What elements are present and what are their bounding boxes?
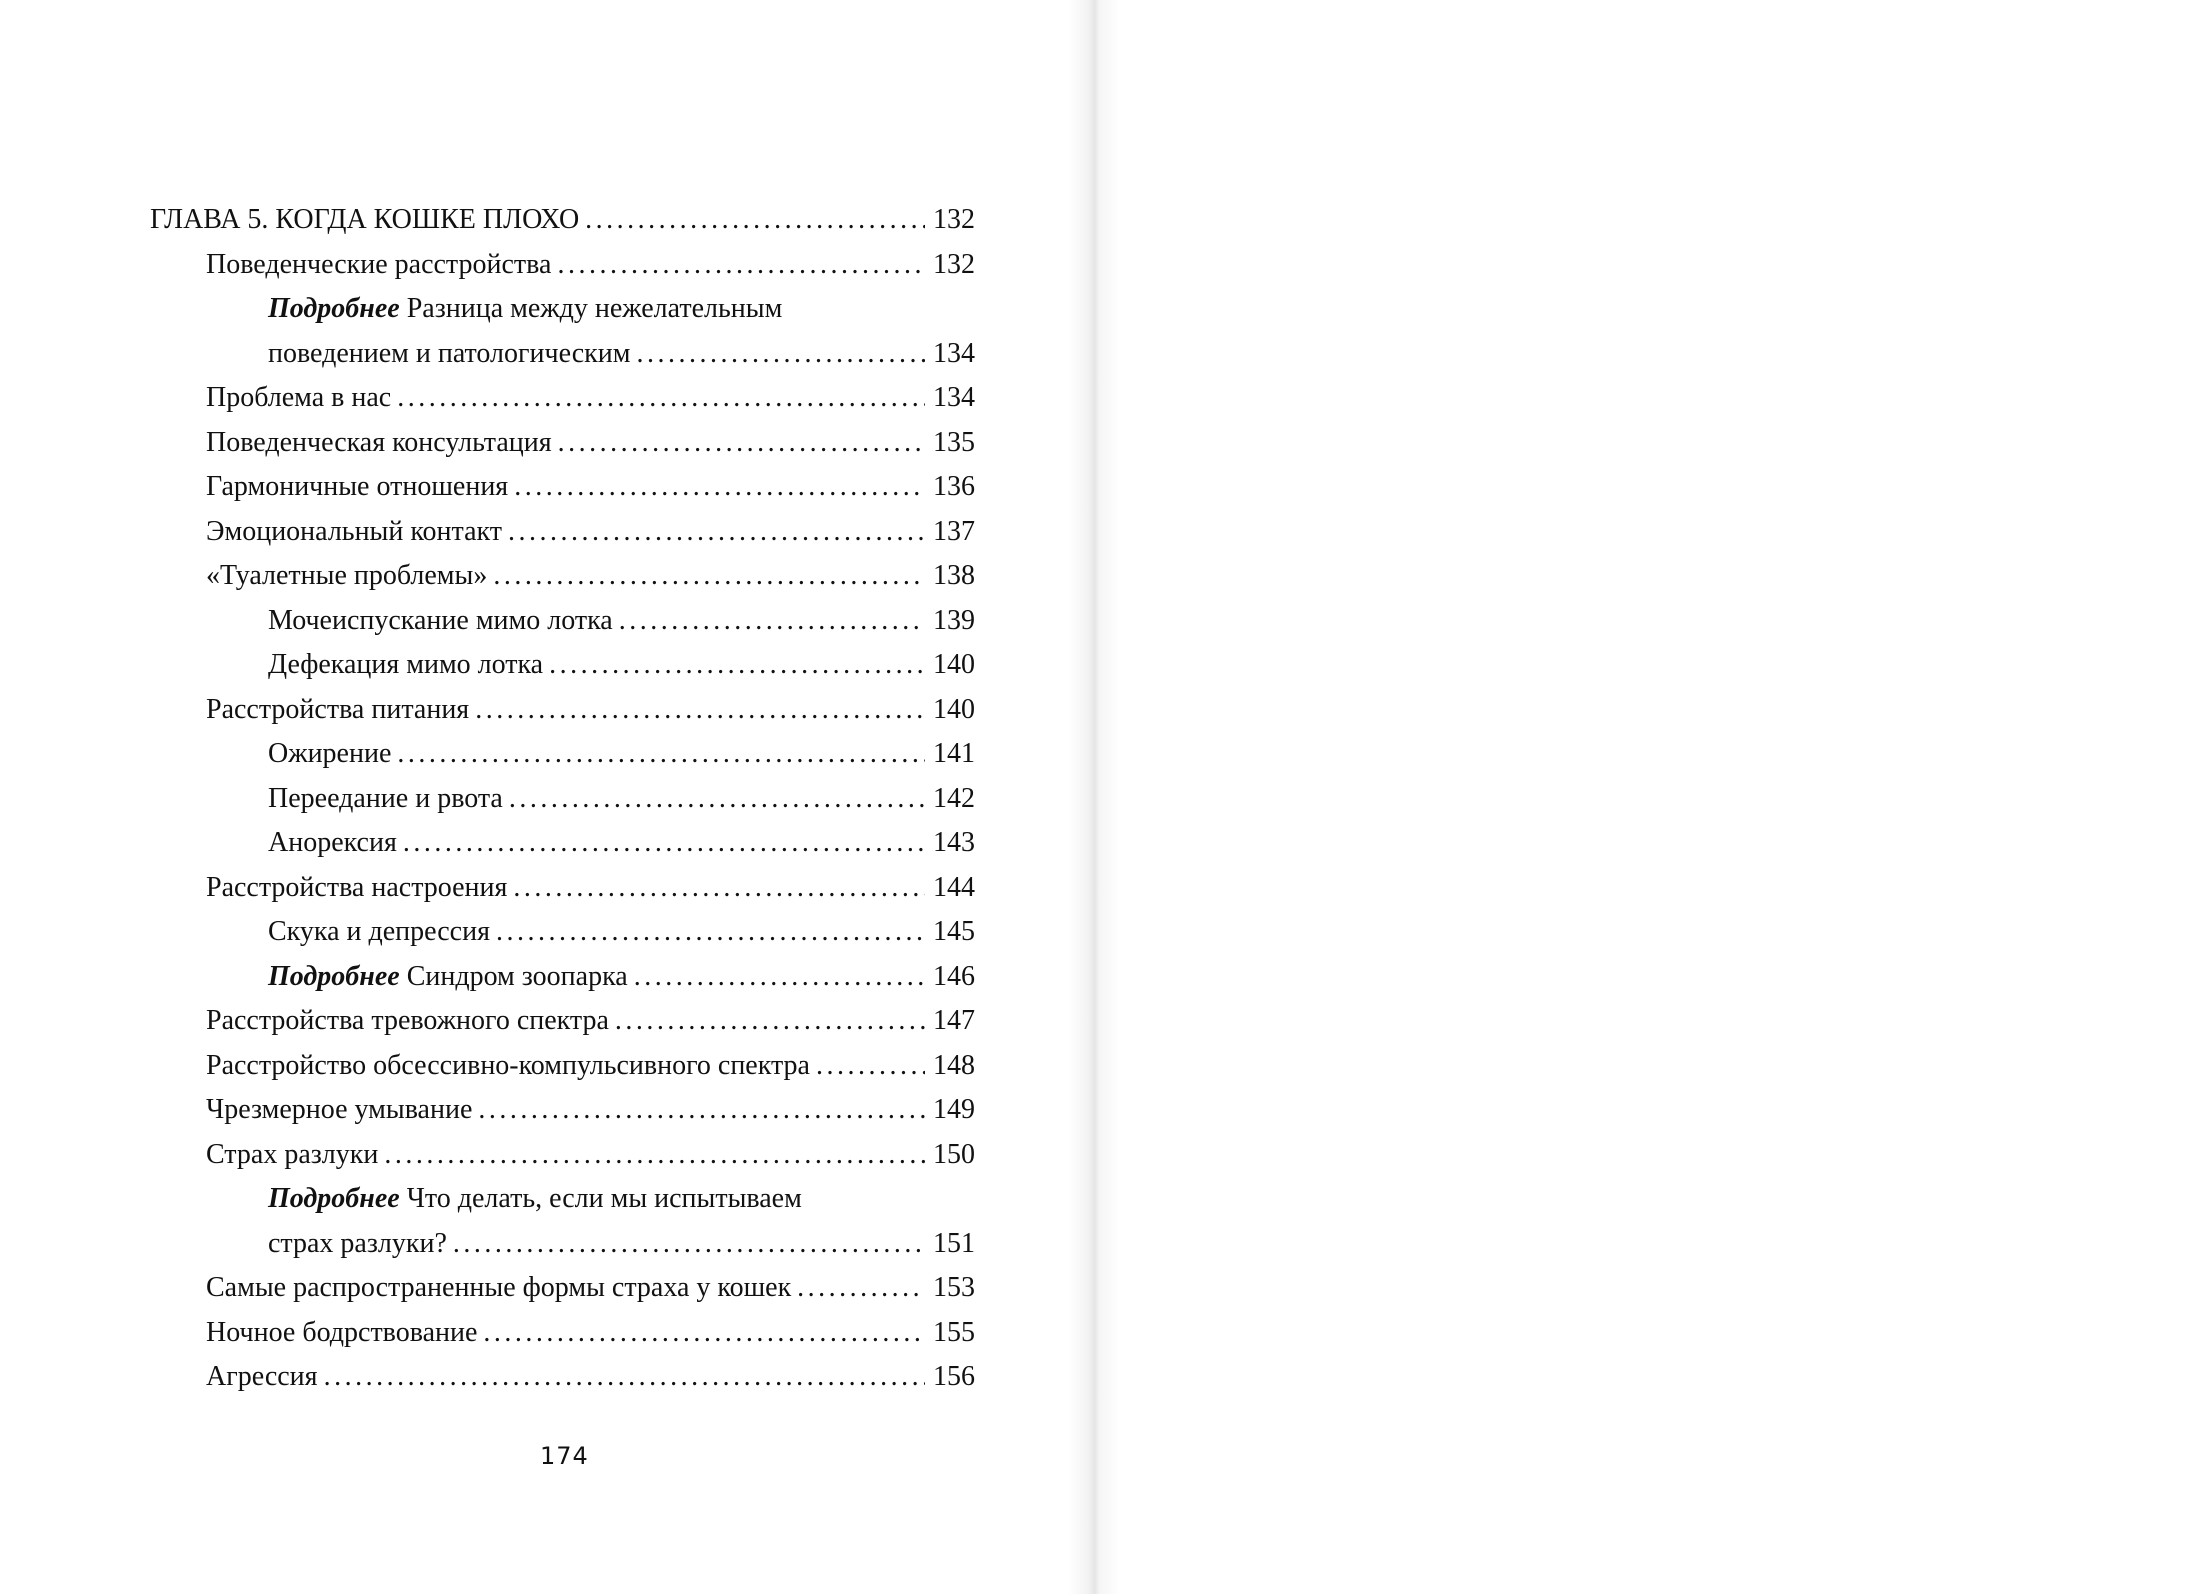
toc-entry-label: ГЛАВА 5. КОГДА КОШКЕ ПЛОХО — [150, 204, 580, 235]
leader-dots — [493, 554, 925, 599]
toc-entry — [150, 955, 975, 1000]
toc-entry-label: Страх разлуки — [206, 1138, 379, 1170]
toc-entry — [150, 688, 975, 733]
toc-entry-prefix: Подробнее — [268, 960, 400, 992]
leader-dots — [513, 866, 925, 911]
toc-entry — [150, 866, 975, 911]
toc-entry — [150, 421, 975, 466]
toc-entry-prefix: Подробнее — [268, 1183, 400, 1214]
toc-entry-label: Ожирение — [268, 738, 392, 769]
toc-page-number: 136 — [933, 471, 975, 502]
toc-entry-label: Расстройства тревожного спектра — [206, 1005, 609, 1036]
toc-entry-label: Эмоциональный контакт — [206, 515, 502, 547]
leader-dots — [585, 198, 925, 243]
leader-dots — [496, 910, 925, 955]
leader-dots — [514, 465, 925, 510]
toc-page-number: 155 — [933, 1316, 975, 1348]
leader-dots — [483, 1311, 925, 1356]
toc-entry — [150, 1177, 975, 1266]
right-page — [1100, 0, 2188, 1594]
leader-dots — [816, 1044, 925, 1089]
toc-entry — [150, 910, 975, 955]
leader-dots — [558, 421, 925, 466]
toc-entry — [150, 554, 975, 599]
leader-dots — [549, 643, 925, 688]
toc-entry — [150, 465, 975, 510]
toc-page-number: 150 — [933, 1138, 975, 1170]
toc-entry-label: Поведенческая консультация — [206, 426, 552, 458]
toc-page-number: 151 — [933, 1227, 975, 1259]
toc-page-number: 135 — [933, 426, 975, 458]
leader-dots — [509, 777, 925, 822]
toc-page-number: 141 — [933, 738, 975, 769]
toc-entry-label: Проблема в нас — [206, 382, 392, 413]
leader-dots — [615, 999, 925, 1044]
toc-list-left — [150, 198, 975, 1400]
toc-page-number: 142 — [933, 782, 975, 814]
leader-dots — [397, 732, 925, 777]
toc-entry — [150, 732, 975, 777]
toc-entry — [150, 643, 975, 688]
toc-page-number: 147 — [933, 1005, 975, 1036]
toc-page-number: 132 — [933, 248, 975, 280]
toc-entry-label: Расстройства настроения — [206, 871, 508, 903]
toc-page-number: 132 — [933, 204, 975, 235]
toc-entry — [150, 287, 975, 376]
toc-entry-continuation: поведением и патологическим — [268, 337, 631, 369]
toc-page-number: 140 — [933, 649, 975, 680]
toc-entry-label: Самые распространенные формы страха у кошек — [206, 1272, 792, 1303]
toc-page-number: 156 — [933, 1361, 975, 1392]
toc-entry — [150, 1355, 975, 1400]
toc-entry — [150, 999, 975, 1044]
toc-entry-label: Ночное бодрствование — [206, 1316, 478, 1348]
leader-dots — [384, 1133, 925, 1178]
toc-page-number: 149 — [933, 1094, 975, 1125]
toc-page-number: 145 — [933, 916, 975, 947]
leader-dots — [453, 1222, 925, 1267]
leader-dots — [636, 332, 925, 377]
toc-page-number: 140 — [933, 693, 975, 725]
toc-page-number: 134 — [933, 382, 975, 413]
leader-dots — [397, 376, 925, 421]
toc-entry-label: Поведенческие расстройства — [206, 248, 552, 280]
page-number-footer: 174 — [540, 1442, 589, 1470]
toc-page-number: 137 — [933, 515, 975, 547]
leader-dots — [619, 599, 925, 644]
toc-entry — [150, 376, 975, 421]
toc-entry-label: Агрессия — [206, 1361, 318, 1392]
toc-entry-label: Синдром зоопарка — [406, 960, 628, 992]
toc-entry-label: Чрезмерное умывание — [206, 1094, 473, 1125]
toc-entry-label: Скука и депрессия — [268, 916, 490, 947]
toc-page-number: 148 — [933, 1049, 975, 1081]
toc-page-number: 146 — [933, 960, 975, 992]
toc-entry — [150, 777, 975, 822]
leader-dots — [324, 1355, 925, 1400]
toc-entry-label: Переедание и рвота — [268, 782, 503, 814]
toc-entry — [150, 599, 975, 644]
toc-entry — [150, 1133, 975, 1178]
toc-entry-label: Расстройства питания — [206, 693, 470, 725]
toc-entry-label: Анорексия — [268, 827, 397, 858]
leader-dots — [403, 821, 925, 866]
toc-entry-label: Что делать, если мы испытываем — [406, 1183, 802, 1214]
leader-dots — [478, 1088, 925, 1133]
toc-entry-prefix: Подробнее — [268, 293, 400, 324]
toc-entry — [150, 1088, 975, 1133]
toc-entry — [150, 1311, 975, 1356]
toc-page-number: 153 — [933, 1272, 975, 1303]
toc-entry — [150, 1044, 975, 1089]
leader-dots — [508, 510, 925, 555]
toc-entry-label: Разница между нежелательным — [406, 293, 783, 324]
leader-dots — [634, 955, 925, 1000]
toc-entry — [150, 198, 975, 243]
toc-page-number: 139 — [933, 604, 975, 636]
leader-dots — [475, 688, 925, 733]
toc-entry — [150, 243, 975, 288]
toc-entry — [150, 1266, 975, 1311]
toc-page-number: 134 — [933, 337, 975, 369]
toc-entry — [150, 510, 975, 555]
leader-dots — [797, 1266, 925, 1311]
toc-entry — [150, 821, 975, 866]
toc-page-number: 143 — [933, 827, 975, 858]
toc-entry-label: Дефекация мимо лотка — [268, 649, 544, 680]
toc-entry-label: Мочеиспускание мимо лотка — [268, 604, 613, 636]
toc-page-number: 144 — [933, 871, 975, 903]
leader-dots — [557, 243, 925, 288]
toc-entry-label: Гармоничные отношения — [206, 471, 509, 502]
toc-entry-label: Расстройство обсессивно-компульсивного спектра — [206, 1049, 810, 1081]
toc-entry-label: «Туалетные проблемы» — [206, 560, 488, 591]
toc-entry-continuation: страх разлуки? — [268, 1227, 447, 1259]
toc-page-number: 138 — [933, 560, 975, 591]
